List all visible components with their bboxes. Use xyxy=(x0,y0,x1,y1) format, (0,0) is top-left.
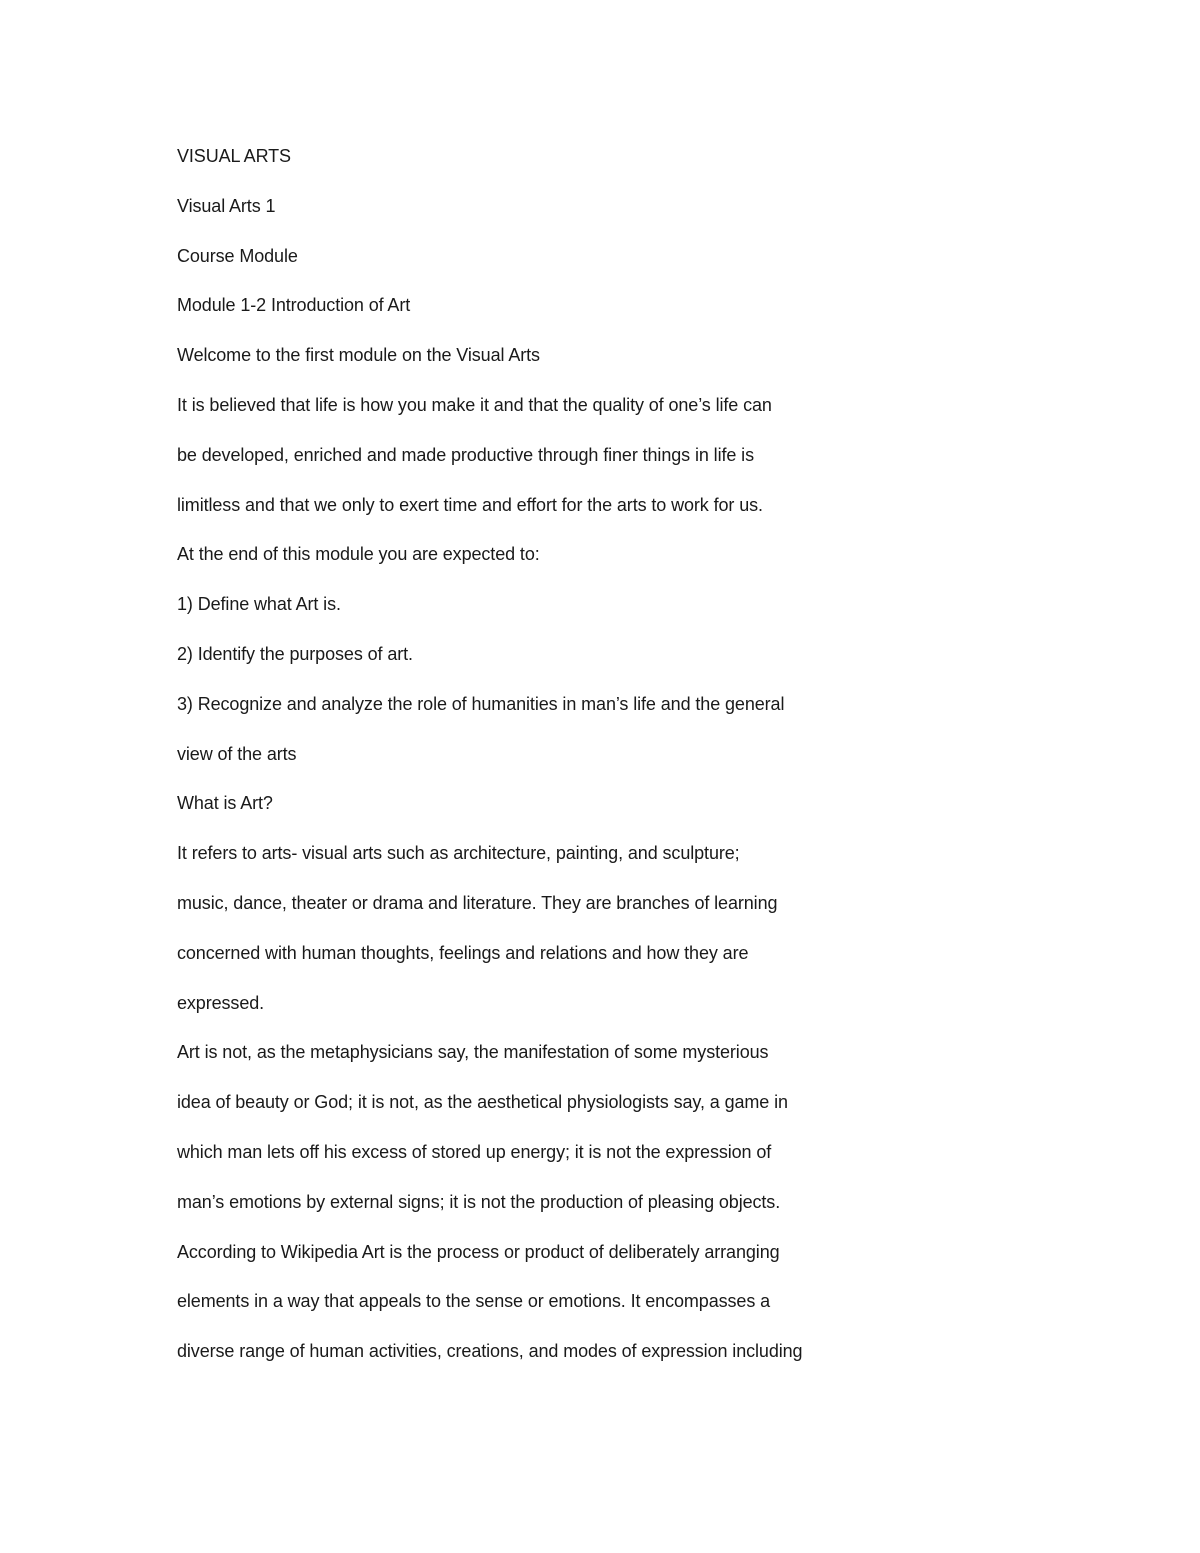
objective-item: 3) Recognize and analyze the role of humanities in man’s life and the general xyxy=(177,693,785,714)
section-heading: What is Art? xyxy=(177,793,273,814)
document-body xyxy=(177,142,897,1387)
document-title: VISUAL ARTS xyxy=(177,146,291,166)
quote-paragraph-line: Art is not, as the metaphysicians say, the manifestation of some mysterious xyxy=(177,1042,769,1063)
objective-item: 1) Define what Art is. xyxy=(177,594,341,615)
intro-paragraph-line: be developed, enriched and made productive through finer things in life is xyxy=(177,444,754,465)
definition-paragraph-line: It refers to arts- visual arts such as architecture, painting, and sculpture; xyxy=(177,843,740,864)
wikipedia-paragraph-line: diverse range of human activities, creations, and modes of expression including xyxy=(177,1341,803,1362)
intro-paragraph-line: It is believed that life is how you make it and that the quality of one’s life can xyxy=(177,394,772,415)
objectives-heading: At the end of this module you are expected to: xyxy=(177,544,540,565)
wikipedia-paragraph-line: elements in a way that appeals to the sense or emotions. It encompasses a xyxy=(177,1291,771,1312)
definition-paragraph-line: music, dance, theater or drama and literature. They are branches of learning xyxy=(177,892,778,913)
objective-item-continued: view of the arts xyxy=(177,743,297,764)
quote-paragraph-line: which man lets off his excess of stored up energy; it is not the expression of xyxy=(177,1141,772,1162)
quote-paragraph-line: man’s emotions by external signs; it is not the production of pleasing objects. xyxy=(177,1191,781,1212)
welcome-line: Welcome to the first module on the Visual Arts xyxy=(177,345,540,366)
definition-paragraph-line: expressed. xyxy=(177,992,265,1013)
quote-paragraph-line: idea of beauty or God; it is not, as the aesthetical physiologists say, a game in xyxy=(177,1092,788,1113)
intro-paragraph-line: limitless and that we only to exert time and effort for the arts to work for us. xyxy=(177,494,763,515)
wikipedia-paragraph-line: According to Wikipedia Art is the process or product of deliberately arranging xyxy=(177,1241,780,1262)
document-type: Course Module xyxy=(177,245,298,266)
module-heading: Module 1-2 Introduction of Art xyxy=(177,295,411,316)
objective-item: 2) Identify the purposes of art. xyxy=(177,643,413,664)
course-name: Visual Arts 1 xyxy=(177,195,276,216)
definition-paragraph-line: concerned with human thoughts, feelings and relations and how they are xyxy=(177,942,749,963)
